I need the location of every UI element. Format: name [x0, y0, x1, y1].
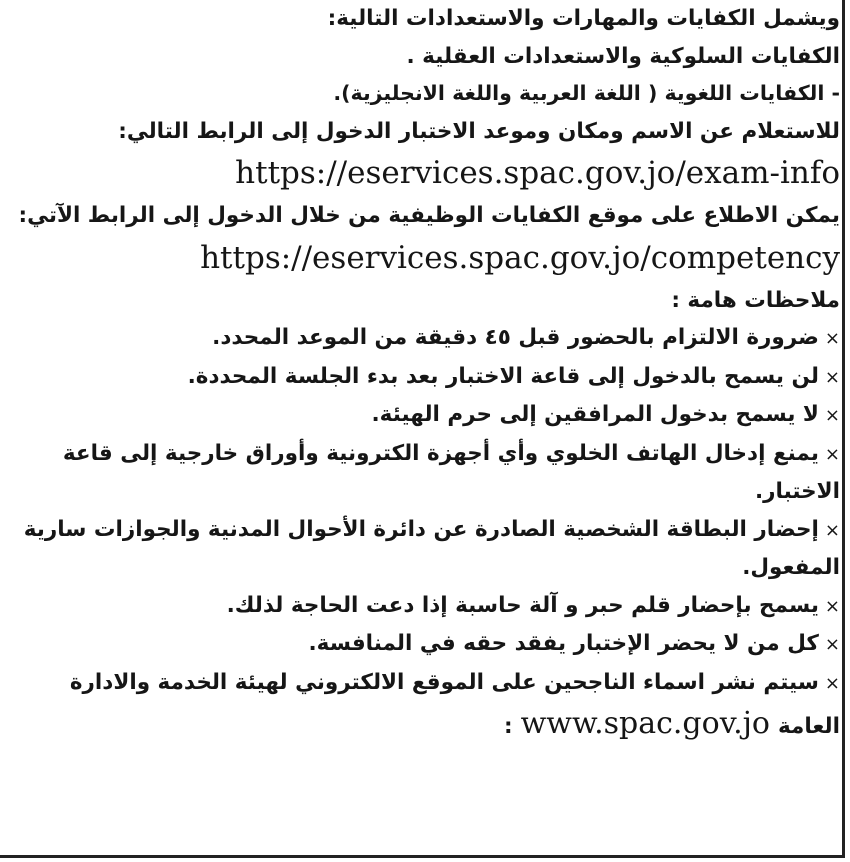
bullet-x-icon: × — [824, 519, 840, 541]
exam-info-instruction: للاستعلام عن الاسم ومكان وموعد الاختبار الدخول إلى الرابط التالي: — [118, 118, 840, 144]
announcement-body — [8, 0, 840, 749]
note-text: : — [503, 714, 513, 739]
note-item — [8, 319, 840, 358]
bullet-x-icon: × — [824, 443, 840, 465]
bullet-x-icon: × — [824, 634, 840, 655]
note-item — [8, 587, 840, 626]
bullet-x-icon: × — [824, 405, 840, 426]
competency-instruction: يمكن الاطلاع على موقع الكفايات الوظيفية من خلال الدخول إلى الرابط الآتي: — [18, 203, 840, 228]
note-item-continuation — [8, 702, 840, 749]
bullet-x-icon: × — [824, 672, 840, 694]
note-item — [8, 625, 840, 664]
note-item-continuation: المفعول. — [742, 555, 840, 580]
language-competencies-item: - الكفايات اللغوية ( اللغة العربية واللغة الانجليزية). — [333, 81, 840, 105]
competency-link[interactable]: https://eservices.spac.gov.jo/competency — [200, 239, 840, 276]
note-text: لا يسمح بدخول المرافقين إلى حرم الهيئة. — [371, 402, 819, 427]
note-item-continuation: الاختبار. — [754, 479, 840, 504]
behavioral-competencies-item: الكفايات السلوكية والاستعدادات العقلية . — [406, 43, 840, 69]
note-text: يمنع إدخال الهاتف الخلوي وأي أجهزة الكترونية وأوراق خارجية إلى قاعة — [62, 440, 819, 466]
note-text: لن يسمح بالدخول إلى قاعة الاختبار بعد بدء الجلسة المحددة. — [187, 363, 819, 389]
note-item — [8, 435, 840, 474]
exam-info-link[interactable]: https://eservices.spac.gov.jo/exam-info — [235, 155, 840, 191]
note-item — [8, 396, 840, 435]
note-text: ضرورة الالتزام بالحضور قبل ٤٥ دقيقة من الموعد المحدد. — [212, 325, 819, 350]
bullet-x-icon: × — [824, 366, 840, 388]
note-text: سيتم نشر اسماء الناجحين على الموقع الالكتروني لهيئة الخدمة والادارة — [69, 669, 819, 695]
note-text: يسمح بإحضار قلم حبر و آلة حاسبة إذا دعت الحاجة لذلك. — [226, 592, 819, 618]
notes-title: ملاحظات هامة : — [671, 287, 840, 313]
note-text: العامة — [777, 714, 840, 739]
note-text: كل من لا يحضر الإختبار يفقد حقه في المنافسة. — [308, 631, 819, 656]
note-item — [8, 358, 840, 397]
note-item — [8, 511, 840, 550]
bullet-x-icon: × — [824, 595, 840, 617]
spac-website-link[interactable]: www.spac.gov.jo — [520, 706, 770, 741]
note-text: إحضار البطاقة الشخصية الصادرة عن دائرة الأحوال المدنية والجوازات سارية — [23, 516, 819, 542]
note-item — [8, 664, 840, 703]
intro-line: ويشمل الكفايات والمهارات والاستعدادات التالية: — [327, 6, 840, 31]
bullet-x-icon: × — [824, 328, 840, 349]
